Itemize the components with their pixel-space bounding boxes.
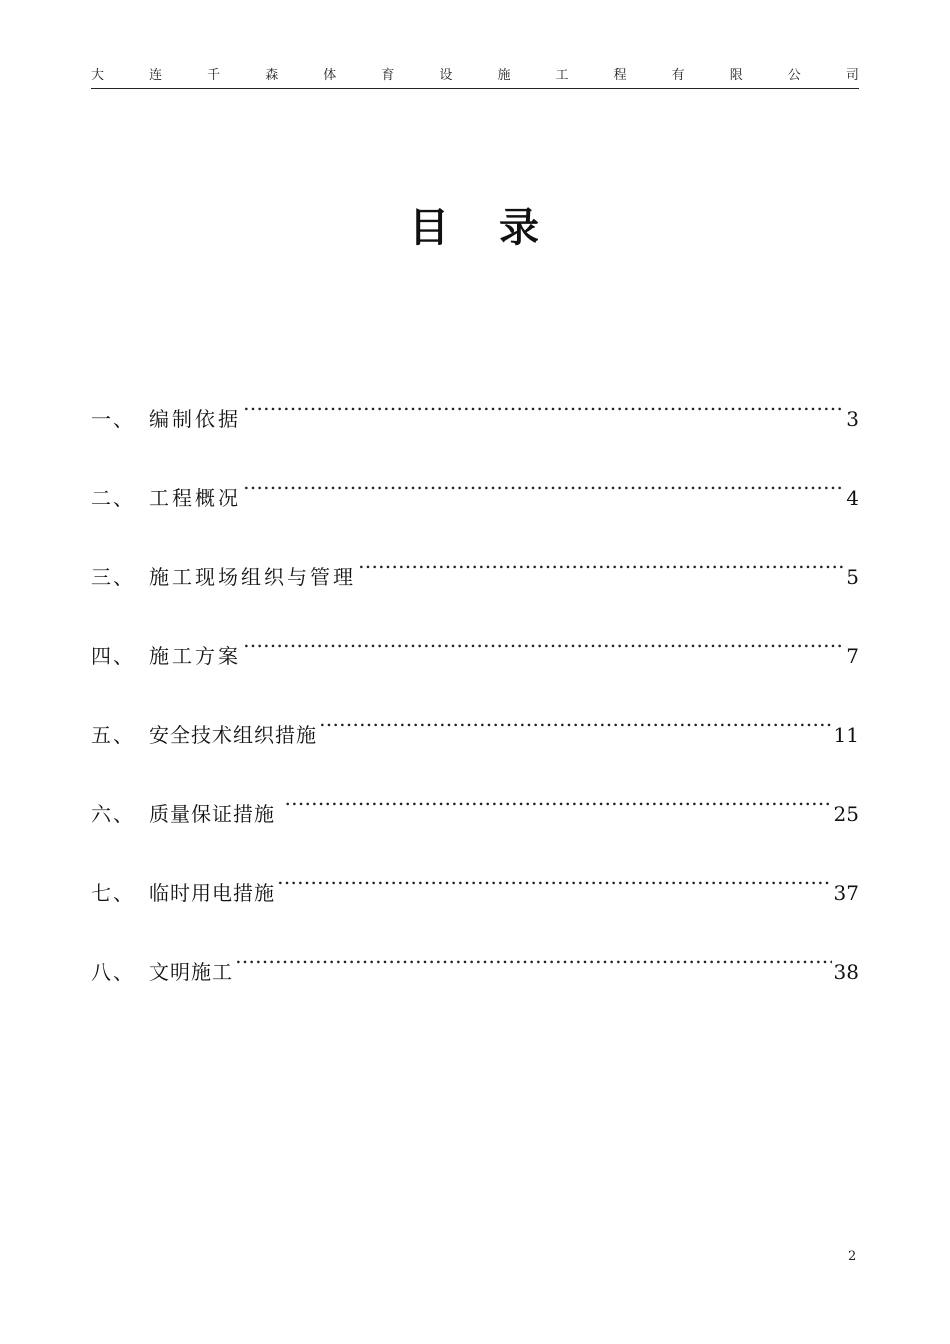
header-char: 体 xyxy=(323,68,337,83)
toc-entry[interactable] xyxy=(91,380,859,459)
toc-leader-dots xyxy=(284,775,831,821)
toc-entry-page: 5 xyxy=(846,565,859,589)
toc-entry[interactable] xyxy=(91,775,859,854)
toc-entry[interactable] xyxy=(91,696,859,775)
toc-entry-label: 临时用电措施 xyxy=(149,881,275,905)
toc-entry[interactable] xyxy=(91,617,859,696)
header-char: 设 xyxy=(439,68,453,83)
toc-entry-label: 文明施工 xyxy=(149,960,233,984)
toc-entry[interactable] xyxy=(91,538,859,617)
toc-entry-label: 编制依据 xyxy=(149,407,241,431)
toc-entry-number: 六、 xyxy=(91,802,135,826)
toc-entry-page: 4 xyxy=(846,486,859,510)
header-char: 连 xyxy=(149,68,163,83)
header-char: 限 xyxy=(729,68,743,83)
toc-entry[interactable] xyxy=(91,854,859,933)
toc-entry-page: 11 xyxy=(833,723,859,747)
toc-entry-page: 25 xyxy=(833,802,859,826)
toc-entry-page: 7 xyxy=(846,644,859,668)
toc-entry-number: 八、 xyxy=(91,960,135,984)
page-header xyxy=(91,66,859,89)
toc-entry-number: 五、 xyxy=(91,723,135,747)
header-char: 有 xyxy=(671,68,685,83)
header-char: 程 xyxy=(613,68,627,83)
toc-leader-dots xyxy=(235,933,832,979)
page-title xyxy=(0,198,950,258)
toc-entry[interactable] xyxy=(91,933,859,1012)
toc-entry[interactable] xyxy=(91,459,859,538)
toc-entry-page: 38 xyxy=(833,960,859,984)
toc-entry-number: 四、 xyxy=(91,644,135,668)
page-number: 2 xyxy=(848,1249,857,1264)
header-char: 公 xyxy=(787,68,801,83)
toc-entry-page: 3 xyxy=(846,407,859,431)
toc-entry-label: 施工方案 xyxy=(149,644,241,668)
toc-entry-label: 安全技术组织措施 xyxy=(149,723,317,747)
header-char: 森 xyxy=(265,68,279,83)
table-of-contents xyxy=(91,380,859,1012)
title-char: 目 xyxy=(409,204,451,251)
toc-entry-number: 七、 xyxy=(91,881,135,905)
header-char: 司 xyxy=(845,68,859,83)
header-char: 施 xyxy=(497,68,511,83)
header-char: 千 xyxy=(207,68,221,83)
toc-leader-dots xyxy=(358,538,844,584)
header-char: 大 xyxy=(91,68,105,83)
header-char: 工 xyxy=(555,68,569,83)
toc-entry-number: 一、 xyxy=(91,407,135,431)
title-char: 录 xyxy=(499,204,541,251)
toc-leader-dots xyxy=(277,854,832,900)
toc-entry-number: 二、 xyxy=(91,486,135,510)
toc-entry-label: 质量保证措施 xyxy=(149,802,283,826)
header-char: 育 xyxy=(381,68,395,83)
toc-leader-dots xyxy=(243,380,844,426)
toc-entry-page: 37 xyxy=(833,881,859,905)
toc-entry-label: 施工现场组织与管理 xyxy=(149,565,356,589)
toc-entry-label: 工程概况 xyxy=(149,486,241,510)
toc-leader-dots xyxy=(319,696,832,742)
toc-leader-dots xyxy=(243,617,844,663)
toc-entry-number: 三、 xyxy=(91,565,135,589)
toc-leader-dots xyxy=(243,459,844,505)
